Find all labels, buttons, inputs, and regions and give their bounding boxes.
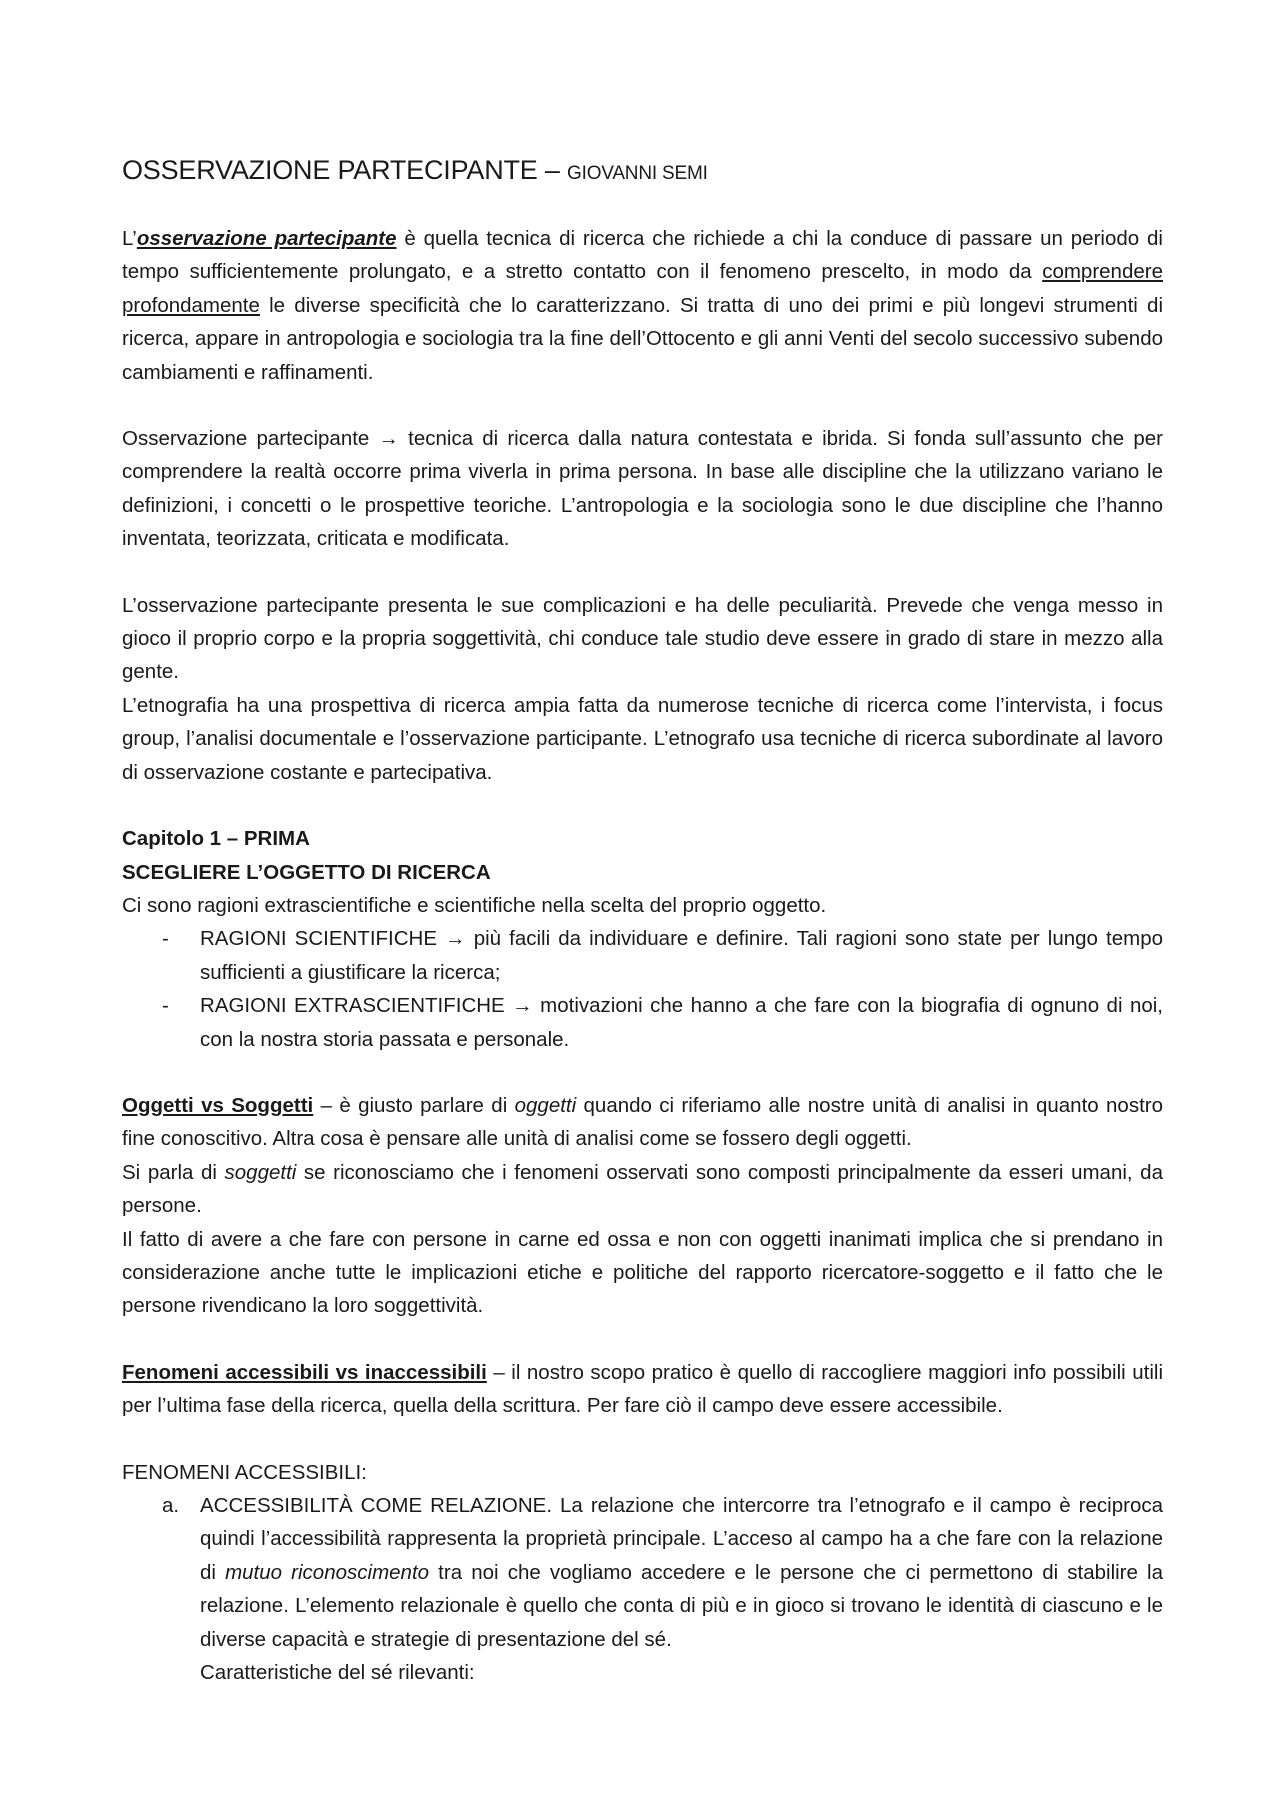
text-span: L’: [122, 227, 137, 250]
text-span: se riconosciamo che i fenomeni osservati sono composti principalmente da esseri umani, da persone.: [122, 1160, 1163, 1218]
paragraph-technique: [122, 422, 1163, 556]
text-span: le diverse specificità che lo caratterizzano. Si tratta di uno dei primi e più longevi strumenti di ricerca, appare in antropologia e sociologia tra la fine dell’Ottocento e gli anni Venti del secolo successivo subendo cambiamenti e raffinamenti.: [122, 293, 1163, 384]
chapter-intro: Ci sono ragioni extrascientifiche e scientifiche nella scelta del proprio oggetto.: [122, 893, 827, 917]
accessibili-heading: FENOMENI ACCESSIBILI:: [122, 1460, 367, 1484]
paragraph-persone: Il fatto di avere a che fare con persone in carne ed ossa e non con oggetti inanimati implica che si prendano in considerazione anche tutte le implicazioni etiche e politiche del rapporto ricercatore-soggetto e il fatto che le persone rivendicano la loro soggettività.: [122, 1227, 1163, 1318]
text-span: tecnica di ricerca dalla natura contestata e ibrida. Si fonda sull’assunto che per comprendere la realtà occorre prima viverla in prima persona. In base alle discipline che la utilizzano variano le definizioni, i concetti o le prospettive teoriche. L’antropologia e la sociologia sono le due discipline che l’hanno inventata, teorizzata, criticata e modificata.: [122, 427, 1163, 551]
text-span: RAGIONI SCIENTIFICHE: [200, 927, 446, 951]
italic-phrase: mutuo riconoscimento: [225, 1560, 430, 1584]
spacer: [122, 789, 1163, 822]
term-oggetti-vs-soggetti: Oggetti vs Soggetti: [122, 1093, 314, 1117]
title-dash: –: [537, 155, 568, 185]
term-fenomeni-accessibili: Fenomeni accessibili vs inaccessibili: [122, 1360, 487, 1384]
spacer: [122, 1056, 1163, 1089]
paragraph-definition: [122, 222, 1163, 389]
text-span: RAGIONI EXTRASCIENTIFICHE: [200, 994, 513, 1018]
title-author: GIOVANNI SEMI: [567, 163, 708, 184]
text-span: più facili da individuare e definire. Tali ragioni sono state per lungo tempo sufficienti a giustificare la ricerca;: [200, 927, 1164, 984]
underlined-phrase: comprendere profondamente: [122, 260, 1163, 317]
paragraph-complications: L’osservazione partecipante presenta le sue complicazioni e ha delle peculiarità. Prevede che venga messo in gioco il proprio corpo e la propria soggettività, chi conduce tale studio deve essere in grado di stare in mezzo alla gente.: [122, 593, 1163, 684]
arrow-right-icon: →: [512, 994, 533, 1018]
list-item: [122, 1489, 1163, 1656]
paragraph-oggetti-soggetti: [122, 1089, 1163, 1156]
text-span: ACCESSIBILITÀ COME RELAZIONE. La relazione che intercorre tra l’etnografo e il campo è reciproca quindi l’accessibilità rappresenta la proprietà principale. L’acceso al campo ha a che fare con la relazione di: [200, 1494, 1163, 1584]
accessibili-list: [122, 1489, 1163, 1656]
dash-bullet: -: [162, 994, 169, 1018]
spacer: [122, 1423, 1163, 1456]
dash-bullet: -: [162, 927, 169, 951]
trailing-line: Caratteristiche del sé rilevanti:: [200, 1661, 475, 1685]
document-title: [122, 150, 1163, 194]
spacer: [122, 389, 1163, 422]
chapter-subheading: SCEGLIERE L’OGGETTO DI RICERCA: [122, 860, 491, 884]
paragraph-fenomeni: [122, 1356, 1163, 1423]
spacer: [122, 1323, 1163, 1356]
text-span: motivazioni che hanno a che fare con la biografia di ognuno di noi, con la nostra storia passata e personale.: [200, 994, 1164, 1051]
reasons-list: [122, 922, 1163, 1056]
italic-word: soggetti: [224, 1160, 297, 1184]
text-span: è quella tecnica di ricerca che richiede a chi la conduce di passare un periodo di tempo sufficientemente prolungato, e a stretto contatto con il fenomeno prescelto, in modo da: [122, 227, 1163, 284]
spacer: [122, 556, 1163, 589]
list-item: [122, 989, 1163, 1056]
text-span: quando ci riferiamo alle nostre unità di analisi in quanto nostro fine conoscitivo. Altra cosa è pensare alle unità di analisi come se fossero degli oggetti.: [122, 1093, 1163, 1151]
text-span: tra noi che vogliamo accedere e le persone che ci permettono di stabilire la relazione. L’elemento relazionale è quello che conta di più e in gioco si trovano le identità di ciascuno e le diverse capacità e strategie di presentazione del sé.: [200, 1560, 1163, 1651]
text-span: – il nostro scopo pratico è quello di raccogliere maggiori info possibili utili per l’ultima fase della ricerca, quella della scrittura. Per fare ciò il campo deve essere accessibile.: [122, 1360, 1164, 1418]
chapter-heading: Capitolo 1 – PRIMA: [122, 827, 310, 851]
text-span: – è giusto parlare di: [313, 1093, 515, 1117]
list-marker: a.: [162, 1494, 180, 1517]
text-span: Osservazione partecipante: [122, 427, 379, 451]
title-main: OSSERVAZIONE PARTECIPANTE: [122, 155, 538, 185]
text-span: Si parla di: [122, 1160, 225, 1184]
paragraph-ethnography: L’etnografia ha una prospettiva di ricerca ampia fatta da numerose tecniche di ricerca come l’intervista, i focus group, l’analisi documentale e l’osservazione participante. L’etnografo usa tecniche di ricerca subordinate al lavoro di osservazione costante e partecipativa.: [122, 693, 1163, 784]
term-osservazione-partecipante: osservazione partecipante: [136, 227, 397, 250]
paragraph-soggetti: [122, 1156, 1163, 1223]
list-item: [122, 922, 1163, 989]
arrow-right-icon: →: [378, 427, 399, 451]
italic-word: oggetti: [514, 1093, 577, 1117]
arrow-right-icon: →: [445, 927, 466, 951]
